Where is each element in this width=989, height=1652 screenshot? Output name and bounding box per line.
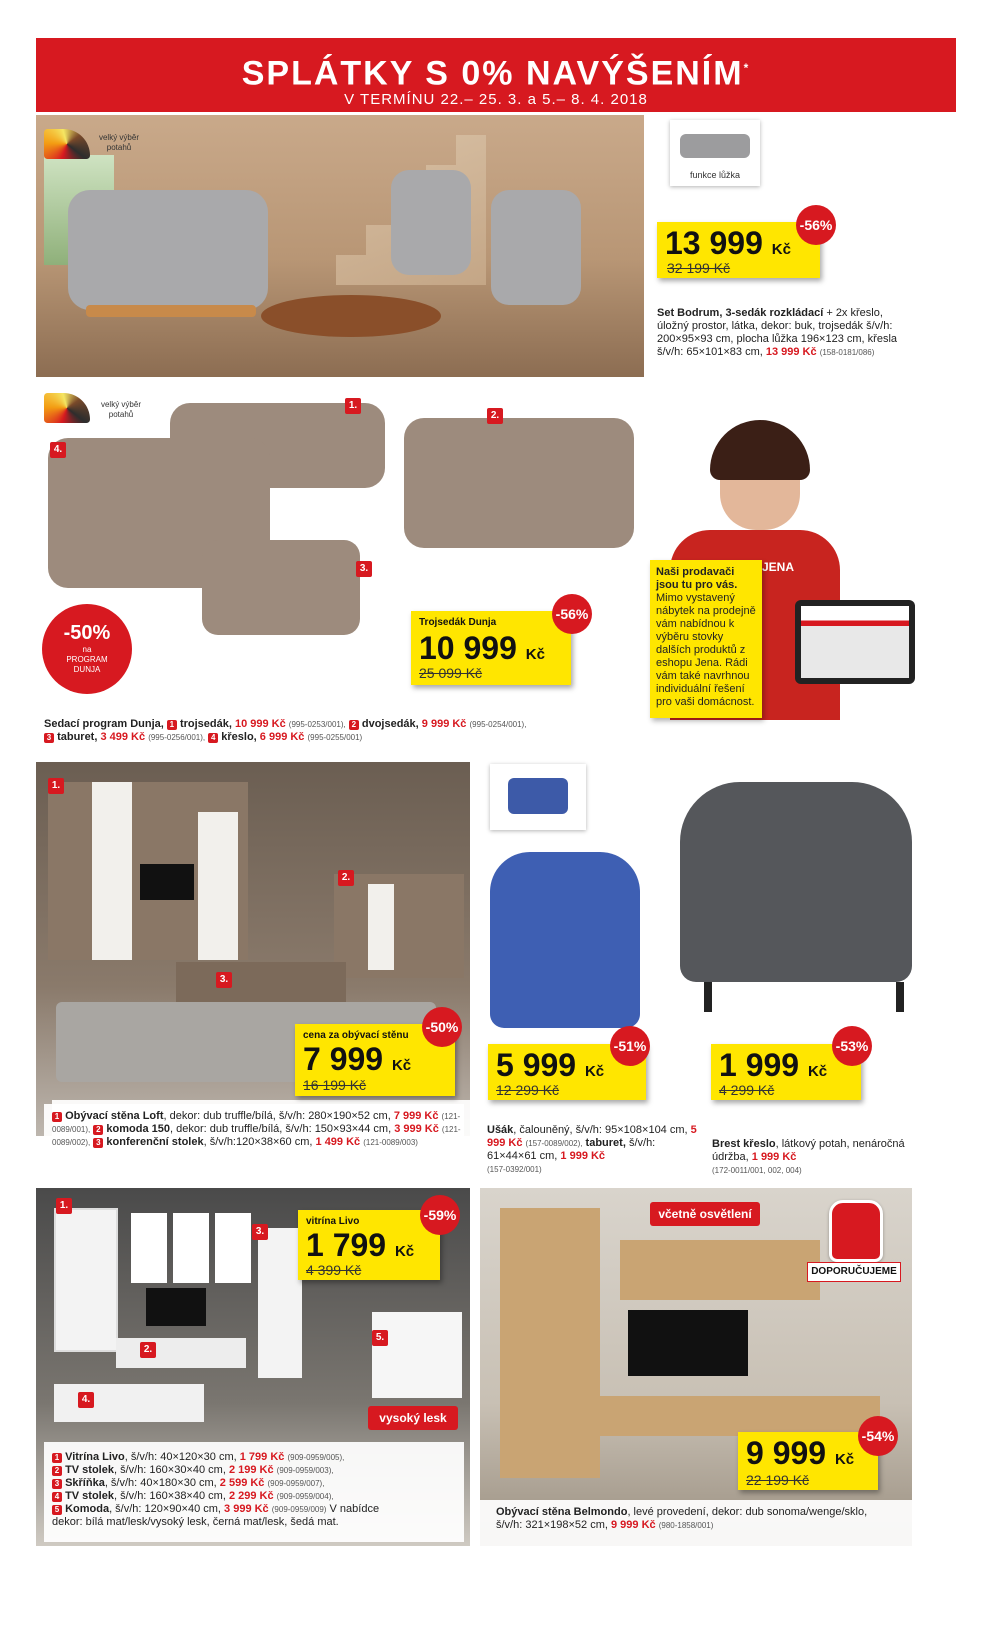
belmondo-desc-name: Obývací stěna Belmondo (496, 1506, 628, 1518)
lighting-tag: včetně osvětlení (650, 1202, 760, 1226)
bed-function-label: funkce lůžka (689, 170, 741, 180)
livo-item-2-num: 2 (52, 1466, 62, 1476)
dunja-desc-title: Sedací program Dunja, (44, 718, 164, 730)
loft-desc-num-3: 3 (93, 1138, 103, 1148)
brest-old-price: 4 299 Kč (719, 1082, 775, 1098)
recommend-label: DOPORUČUJEME (807, 1262, 901, 1282)
thumbs-up-icon (829, 1200, 883, 1262)
dunja-dvojsedak (404, 418, 634, 548)
belmondo-desc-text: , levé provedení, dekor: dub sonoma/wenge/sklo, (627, 1506, 868, 1518)
belmondo-tv-icon (628, 1310, 748, 1376)
belmondo-old-price: 22 199 Kč (746, 1472, 810, 1488)
brest-armchair (680, 782, 912, 982)
bodrum-discount-badge: -56% (796, 205, 836, 245)
dunja-desc-num-2: 2 (349, 720, 359, 730)
bodrum-photo (36, 115, 644, 377)
usak-discount-badge: -51% (610, 1026, 650, 1066)
dunja-num-3: 3. (356, 561, 372, 577)
high-gloss-tag: vysoký lesk (368, 1406, 458, 1430)
livo-discount-badge: -59% (420, 1195, 460, 1235)
seller-vest-text: JENA (762, 560, 795, 574)
belmondo-currency: Kč (834, 1451, 855, 1468)
dunja-num-2: 2. (487, 408, 503, 424)
livo-price-label: vitrína Livo (306, 1216, 360, 1227)
bodrum-desc-title: Set Bodrum, 3-sedák rozkládací (657, 307, 824, 319)
livo-item-1-price: 1 799 Kč (239, 1451, 285, 1463)
dunja-desc-num-1: 1 (167, 720, 177, 730)
loft-desc-i2-text: , dekor: dub truffle/bílá, š/v/h: 150×93×44 cm, (169, 1123, 392, 1135)
tablet-screen (801, 606, 909, 678)
belmondo-tv-stand (580, 1396, 880, 1436)
bodrum-desc-price: 13 999 Kč (765, 346, 817, 358)
loft-desc-i3-text: , š/v/h:120×38×60 cm, (203, 1136, 313, 1148)
tv-icon (140, 864, 194, 900)
loft-desc-i2-name: komoda 150 (106, 1123, 170, 1135)
livo-item-5-tail: V nabídce (326, 1503, 380, 1515)
bodrum-price: 13 999 (665, 225, 763, 261)
loft-desc-num-1: 1 (52, 1112, 62, 1122)
livo-price: 1 799 (306, 1227, 387, 1263)
brest-description (712, 1138, 912, 1177)
usak-old-price: 12 299 Kč (496, 1082, 560, 1098)
dunja-desc-i3-name: taburet, (57, 731, 98, 743)
usak-armchair (490, 852, 640, 1028)
seller-text: Mimo vystavený nábytek na prodejně vám nabídnou k výběru stovky dalších produktů z eshopu Jena. Rádi vám také navrhnou individuální řešení pro vaši domácnost. (656, 592, 756, 708)
livo-item-2-text: , š/v/h: 160×30×40 cm, (113, 1464, 226, 1476)
dunja-currency: Kč (525, 646, 545, 663)
livo-item-5-text: , š/v/h: 120×90×40 cm, (109, 1503, 221, 1515)
seller-hair (710, 420, 810, 480)
brest-desc-price: 1 999 Kč (751, 1151, 797, 1163)
taburet-icon (508, 778, 568, 814)
livo-vitrina (54, 1208, 118, 1352)
livo-item-3-name: Skříňka (65, 1477, 105, 1489)
loft-num-2: 2. (338, 870, 354, 886)
livo-item-2-name: TV stolek (65, 1464, 114, 1476)
belmondo-description (496, 1506, 906, 1532)
usak-price: 5 999 (496, 1047, 577, 1083)
brest-desc-name: Brest křeslo (712, 1138, 776, 1150)
seller-info-box (650, 560, 762, 718)
livo-item-4-price: 2 299 Kč (228, 1490, 274, 1502)
loft-num-3: 3. (216, 972, 232, 988)
livo-item-1-num: 1 (52, 1453, 62, 1463)
loft-wall-unit (48, 782, 248, 960)
usak-desc-name: Ušák (487, 1124, 514, 1136)
dunja-price: 10 999 (419, 630, 517, 666)
bodrum-sofa (68, 190, 268, 310)
livo-item-4-name: TV stolek (65, 1490, 114, 1502)
livo-item-3-text: , š/v/h: 40×180×30 cm, (104, 1477, 217, 1489)
dunja-promo-line2: PROGRAM (66, 655, 108, 664)
wide-choice-badge-2: velký výběr potahů (100, 400, 141, 419)
bodrum-description (657, 307, 907, 359)
brest-currency: Kč (807, 1063, 828, 1080)
usak-desc-code1: (157-0089/002), (525, 1139, 583, 1148)
dunja-desc-i3-code: (995-0256/001), (148, 733, 206, 742)
dunja-desc-i2-code: (995-0254/001), (469, 720, 527, 729)
dunja-desc-i4-code: (995-0255/001) (307, 733, 363, 742)
dunja-desc-i4-name: křeslo, (221, 731, 257, 743)
loft-currency: Kč (391, 1057, 412, 1074)
bed-function-box (670, 120, 760, 186)
loft-num-1: 1. (48, 778, 64, 794)
dunja-desc-i1-name: trojsedák, (179, 718, 232, 730)
loft-desc-i2-code: (121-0089/002), (52, 1125, 461, 1147)
livo-item-3 (52, 1477, 464, 1490)
livo-item-4 (52, 1490, 464, 1503)
taburet-thumb (490, 764, 586, 830)
belmondo-price: 9 999 (746, 1435, 827, 1471)
livo-item-4-num: 4 (52, 1492, 62, 1502)
dunja-num-4: 4. (50, 442, 66, 458)
dunja-desc-i3-price: 3 499 Kč (100, 731, 146, 743)
belmondo-desc-text2: š/v/h: 321×198×52 cm, (496, 1519, 608, 1531)
livo-item-3-price: 2 599 Kč (219, 1477, 265, 1489)
belmondo-shelves (620, 1240, 820, 1300)
livo-num-4: 4. (78, 1392, 94, 1408)
livo-item-5 (52, 1503, 464, 1516)
dunja-promo-value: -50% (63, 622, 111, 644)
seller-title: Naši prodavači jsou tu pro vás. (656, 566, 738, 591)
loft-desc-i3-code: (121-0089/003) (363, 1138, 418, 1147)
livo-item-2-price: 2 199 Kč (228, 1464, 274, 1476)
usak-desc-code2: (157-0392/001) (487, 1165, 542, 1174)
fabric-swatch-icon (44, 129, 90, 159)
livo-num-2: 2. (140, 1342, 156, 1358)
dunja-discount-badge: -56% (552, 594, 592, 634)
fabric-swatch-icon-2 (44, 393, 90, 423)
livo-item-5-num: 5 (52, 1505, 62, 1515)
sofabed-icon (680, 134, 750, 158)
livo-tv-stolek-2 (54, 1384, 204, 1422)
bodrum-code: (158-0181/086) (819, 348, 875, 357)
livo-item-5-name: Komoda (65, 1503, 110, 1515)
brest-discount-badge: -53% (832, 1026, 872, 1066)
livo-description (52, 1451, 464, 1529)
dunja-desc-num-4: 4 (208, 733, 218, 743)
livo-komoda (372, 1312, 462, 1398)
bodrum-sofa-base (86, 305, 256, 317)
livo-decor-line: dekor: bílá mat/lesk/vysoký lesk, černá mat/lesk, šedá mat. (52, 1516, 339, 1528)
promo-banner (36, 38, 956, 112)
loft-desc-i2-price: 3 999 Kč (394, 1123, 439, 1135)
livo-item-5-code: (909-0959/009) (271, 1505, 327, 1514)
livo-item-5-price: 3 999 Kč (224, 1503, 269, 1515)
bodrum-currency: Kč (771, 241, 791, 258)
recommend-badge (805, 1200, 901, 1284)
tablet-icon (795, 600, 915, 684)
livo-item-2-code: (909-0959/003), (276, 1466, 334, 1475)
usak-desc-name2: taburet, (585, 1137, 626, 1149)
dunja-price-box (411, 611, 571, 685)
banner-asterisk: * (743, 61, 751, 75)
banner-title: SPLÁTKY S 0% NAVÝŠENÍM (241, 54, 744, 93)
belmondo-desc-code: (980-1858/001) (658, 1521, 714, 1530)
dunja-desc-i4-price: 6 999 Kč (259, 731, 305, 743)
loft-discount-badge: -50% (422, 1007, 462, 1047)
dunja-desc-i2-name: dvojsedák, (361, 718, 419, 730)
belmondo-price-box (738, 1432, 878, 1490)
loft-stolek (176, 962, 346, 1002)
usak-desc-text1: , čalouněný, š/v/h: 95×108×104 cm, (513, 1124, 688, 1136)
belmondo-left-column (500, 1208, 600, 1478)
usak-desc-text2: š/v/h: 61×44×61 cm, (487, 1137, 656, 1162)
dunja-promo-badge (42, 604, 132, 694)
loft-desc-i1-text: , dekor: dub truffle/bílá, š/v/h: 280×190×52 cm, (163, 1110, 391, 1122)
bodrum-old-price: 32 199 Kč (667, 260, 731, 276)
dunja-promo-line3: DUNJA (73, 665, 101, 674)
loft-komoda (334, 874, 464, 978)
bodrum-armchair-2 (491, 190, 581, 305)
livo-currency: Kč (394, 1243, 415, 1260)
bodrum-desc-text: + 2x křeslo, úložný prostor, látka, dekor: buk, trojsedák š/v/h: 200×95×93 cm, plocha lůžka 196×123 cm, křesla š/v/h: 65×101×83 cm, (657, 307, 898, 358)
dunja-num-1: 1. (345, 398, 361, 414)
dunja-desc-i1-code: (995-0253/001), (288, 720, 346, 729)
loft-desc-num-2: 2 (93, 1125, 103, 1135)
livo-price-box (298, 1210, 440, 1280)
dunja-description (44, 718, 644, 744)
livo-item-2 (52, 1464, 464, 1477)
loft-price: 7 999 (303, 1041, 384, 1077)
loft-old-price: 16 199 Kč (303, 1077, 367, 1093)
usak-description (487, 1124, 702, 1176)
livo-item-4-text: , š/v/h: 160×38×40 cm, (113, 1490, 226, 1502)
brest-desc-code: (172-0011/001, 002, 004) (712, 1166, 802, 1175)
coffee-table (261, 295, 441, 337)
dunja-price-label: Trojsedák Dunja (419, 617, 497, 628)
loft-desc-i1-name: Obývací stěna Loft (65, 1110, 164, 1122)
bodrum-armchair-1 (391, 170, 471, 275)
livo-skrinka (258, 1228, 302, 1378)
livo-item-3-code: (909-0959/007), (267, 1479, 325, 1488)
livo-item-1-code: (909-0959/005), (287, 1453, 345, 1462)
dunja-old-price: 25 099 Kč (419, 665, 483, 681)
usak-desc-price2: 1 999 Kč (560, 1150, 606, 1162)
livo-num-3: 3. (252, 1224, 268, 1240)
livo-num-5: 5. (372, 1330, 388, 1346)
loft-desc-i3-name: konferenční stolek (106, 1136, 204, 1148)
picture-frames (131, 1213, 251, 1283)
brest-legs (704, 982, 904, 1012)
banner-subtitle: V TERMÍNU 22.– 25. 3. a 5.– 8. 4. 2018 (344, 91, 648, 109)
dunja-desc-num-3: 3 (44, 733, 54, 743)
livo-item-1-name: Vitrína Livo (65, 1451, 125, 1463)
bodrum-price-box (657, 222, 820, 278)
loft-price-label: cena za obývací stěnu (303, 1030, 409, 1041)
livo-tv-stolek (116, 1338, 246, 1368)
livo-item-1-text: , š/v/h: 40×120×30 cm, (124, 1451, 237, 1463)
livo-item-4-code: (909-0959/004), (276, 1492, 334, 1501)
usak-desc-price1: 5 999 Kč (487, 1124, 697, 1149)
loft-desc-i3-price: 1 499 Kč (315, 1136, 361, 1148)
dunja-promo-line1: na (82, 645, 92, 654)
dunja-desc-i1-price: 10 999 Kč (234, 718, 286, 730)
dunja-desc-i2-price: 9 999 Kč (421, 718, 467, 730)
livo-item-3-num: 3 (52, 1479, 62, 1489)
loft-desc-i1-code: (121-0089/001), (52, 1112, 461, 1134)
livo-item-1 (52, 1451, 464, 1464)
livo-old-price: 4 399 Kč (306, 1262, 362, 1278)
livo-num-1: 1. (56, 1198, 72, 1214)
wide-choice-badge: velký výběr potahů (98, 133, 139, 152)
belmondo-discount-badge: -54% (858, 1416, 898, 1456)
loft-desc-i1-price: 7 999 Kč (393, 1110, 439, 1122)
loft-description (52, 1110, 462, 1149)
brest-desc-text: , látkový potah, nenáročná údržba, (712, 1138, 905, 1163)
dunja-taburet (202, 540, 360, 635)
belmondo-desc-price: 9 999 Kč (610, 1519, 656, 1531)
usak-currency: Kč (584, 1063, 605, 1080)
livo-tv-icon (146, 1288, 206, 1326)
brest-price: 1 999 (719, 1047, 800, 1083)
